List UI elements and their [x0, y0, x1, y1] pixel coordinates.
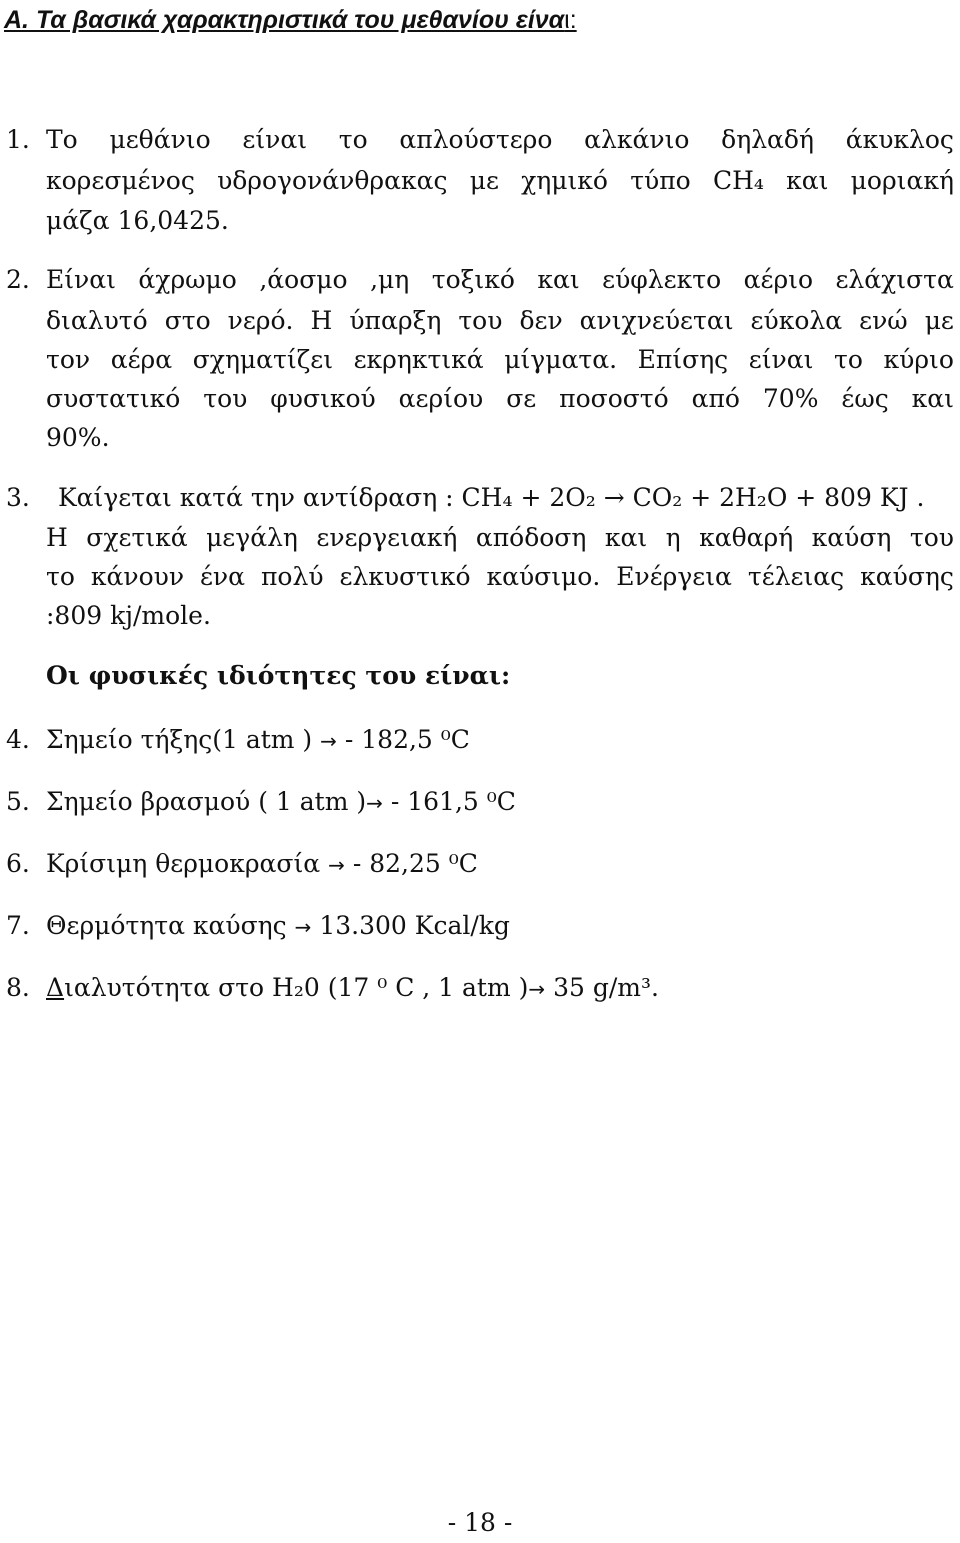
- word: το: [338, 125, 368, 154]
- word: του: [909, 523, 954, 552]
- word: μοριακή: [850, 166, 954, 195]
- word: εύφλεκτο: [602, 265, 722, 294]
- property-number: 4.: [6, 725, 30, 754]
- heading-text: Α. Τα βασικά χαρακτηριστικά του μεθανίου είνα: [4, 6, 565, 34]
- word: διαλυτό: [46, 306, 148, 335]
- word: σχετικά: [86, 523, 188, 552]
- combustion-reaction: Καίγεται κατά την αντίδραση : CH₄ + 2O₂ → CO₂ + 2H₂O + 809 ΚJ .: [58, 483, 925, 512]
- word: υδρογονάνθρακας: [217, 166, 448, 195]
- arrow-right-icon: →: [294, 915, 312, 939]
- property-value: 35 g/m³.: [553, 973, 659, 1002]
- word: καύσιμο.: [486, 562, 601, 591]
- arrow-right-icon: →: [328, 853, 345, 877]
- word: ανιχνεύεται: [579, 306, 734, 335]
- word: και: [911, 384, 954, 413]
- word: και: [604, 523, 648, 552]
- property-number: 7.: [6, 911, 30, 940]
- word: του: [203, 384, 248, 413]
- page-number: - 18 -: [447, 1508, 513, 1537]
- word: αέριο: [743, 265, 813, 294]
- list-item-number: 1.: [6, 125, 30, 154]
- word: αέρα: [110, 345, 173, 374]
- property-boiling-point: [6, 782, 516, 823]
- word: εύκολα: [750, 306, 843, 335]
- properties-heading: Οι φυσικές ιδιότητες του είναι:: [46, 661, 511, 690]
- word: μίγματα.: [504, 345, 618, 374]
- word: ελκυστικό: [339, 562, 471, 591]
- word: σχηματίζει: [192, 345, 333, 374]
- property-critical-temperature: [6, 844, 478, 885]
- word: ύπαρξη: [349, 306, 442, 335]
- word: ,άοσμο: [259, 265, 348, 294]
- word: Το: [46, 125, 78, 154]
- word: ,μη: [370, 265, 410, 294]
- word: ένα: [199, 562, 246, 591]
- arrow-right-icon: →: [366, 791, 383, 815]
- list-item-number: 3.: [6, 483, 30, 512]
- item-3-line-3: [46, 557, 954, 597]
- word: φυσικού: [270, 384, 376, 413]
- word: χημικό: [521, 166, 608, 195]
- property-label: Σημείο βρασμού ( 1 atm ): [46, 787, 367, 816]
- property-number: 6.: [6, 849, 30, 878]
- word: νερό.: [227, 306, 294, 335]
- word: Ενέργεια: [616, 562, 732, 591]
- item-3-line-2: [46, 518, 954, 558]
- word: απλούστερο: [399, 125, 553, 154]
- word: δηλαδή: [721, 125, 814, 154]
- word: ενώ: [859, 306, 908, 335]
- word: άχρωμο: [138, 265, 237, 294]
- word: το: [46, 562, 75, 591]
- item-2-line-1: [46, 260, 954, 300]
- arrow-right-icon: →: [528, 977, 546, 1001]
- word: αερίου: [398, 384, 484, 413]
- word: από: [691, 384, 740, 413]
- property-label: Σημείο τήξης(1 atm ): [46, 725, 313, 754]
- property-value: - 182,5 ⁰C: [344, 725, 470, 754]
- word: κύριο: [883, 345, 954, 374]
- property-label-initial: Δ: [46, 973, 65, 1002]
- word: Είναι: [46, 265, 116, 294]
- word: κορεσμένος: [46, 166, 195, 195]
- word: με: [469, 166, 499, 195]
- word: πολύ: [261, 562, 324, 591]
- property-label: Κρίσιμη θερμοκρασία: [46, 849, 321, 878]
- item-1-line-3: μάζα 16,0425.: [46, 206, 229, 235]
- property-solubility: [6, 968, 659, 1009]
- property-value: 13.300 Kcal/kg: [319, 911, 510, 940]
- word: απόδοση: [475, 523, 587, 552]
- word: CH₄: [712, 166, 764, 195]
- word: συστατικό: [46, 384, 181, 413]
- heading-tail: ι:: [564, 6, 577, 34]
- property-value: - 161,5 ⁰C: [390, 787, 516, 816]
- item-1-line-1: [46, 120, 954, 160]
- item-2-line-2: [46, 301, 954, 341]
- word: τον: [46, 345, 91, 374]
- word: εκρηκτικά: [353, 345, 484, 374]
- section-heading: [4, 2, 577, 38]
- property-label: ιαλυτότητα στο H₂0 (17 ⁰ C , 1 atm ): [64, 973, 529, 1002]
- word: η: [665, 523, 681, 552]
- property-number: 5.: [6, 787, 30, 816]
- word: 70%: [762, 384, 819, 413]
- word: Η: [46, 523, 68, 552]
- word: μεθάνιο: [109, 125, 211, 154]
- word: με: [924, 306, 954, 335]
- property-number: 8.: [6, 973, 30, 1002]
- word: στο: [164, 306, 211, 335]
- word: είναι: [748, 345, 814, 374]
- word: καύσης: [860, 562, 954, 591]
- word: δεν: [519, 306, 563, 335]
- item-2-line-5: 90%.: [46, 423, 110, 452]
- property-melting-point: [6, 720, 470, 761]
- word: ελάχιστα: [835, 265, 954, 294]
- word: καύση: [811, 523, 892, 552]
- item-2-line-3: [46, 340, 954, 380]
- word: τέλειας: [747, 562, 845, 591]
- word: μεγάλη: [206, 523, 298, 552]
- word: και: [537, 265, 580, 294]
- word: καθαρή: [699, 523, 794, 552]
- word: Η: [310, 306, 333, 335]
- property-label: Θερμότητα καύσης: [46, 911, 287, 940]
- word: είναι: [242, 125, 308, 154]
- item-3-line-4: :809 kj/mole.: [46, 601, 211, 630]
- word: ενεργειακή: [316, 523, 458, 552]
- property-value: - 82,25 ⁰C: [352, 849, 478, 878]
- item-2-line-4: [46, 379, 954, 419]
- word: το: [834, 345, 863, 374]
- list-item-number: 2.: [6, 265, 30, 294]
- word: Επίσης: [637, 345, 729, 374]
- arrow-right-icon: →: [320, 729, 337, 753]
- word: άκυκλος: [845, 125, 954, 154]
- word: σε: [506, 384, 537, 413]
- word: του: [458, 306, 503, 335]
- word: ποσοστό: [559, 384, 669, 413]
- item-1-line-2: [46, 161, 954, 201]
- word: τύπο: [630, 166, 691, 195]
- property-heat-of-combustion: [6, 906, 510, 947]
- word: και: [786, 166, 829, 195]
- word: τοξικό: [431, 265, 515, 294]
- word: αλκάνιο: [584, 125, 690, 154]
- word: έως: [841, 384, 889, 413]
- word: κάνουν: [90, 562, 185, 591]
